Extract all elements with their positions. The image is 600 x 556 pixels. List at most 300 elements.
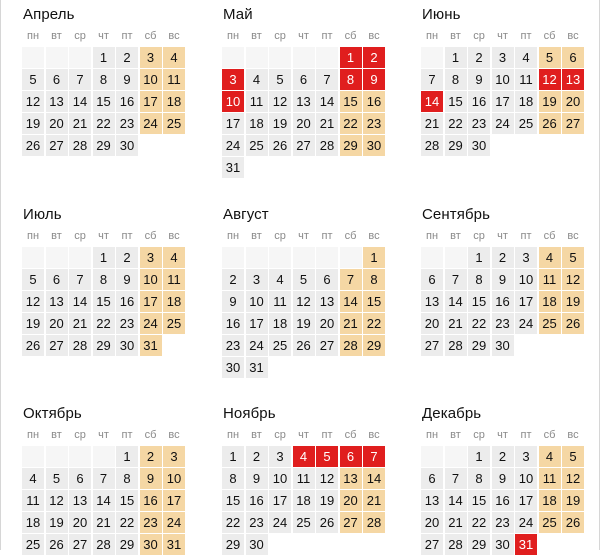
day-cell[interactable]: 1 bbox=[468, 247, 490, 268]
day-cell[interactable]: 2 bbox=[222, 269, 244, 290]
weekday-header bbox=[222, 425, 390, 446]
weekend-day-cell[interactable]: 26 bbox=[562, 512, 584, 533]
day-cell[interactable]: 9 bbox=[492, 269, 514, 290]
holiday-day-cell[interactable]: 14 bbox=[421, 91, 443, 112]
day-cell[interactable]: 22 bbox=[93, 113, 115, 134]
day-cell[interactable]: 2 bbox=[468, 47, 490, 68]
day-cell[interactable]: 19 bbox=[46, 512, 68, 533]
day-cell[interactable]: 13 bbox=[69, 490, 91, 511]
weekend-day-cell[interactable]: 10 bbox=[140, 69, 162, 90]
weekday-label: пт bbox=[121, 230, 133, 242]
weekend-day-cell[interactable]: 7 bbox=[340, 269, 362, 290]
day-cell[interactable]: 1 bbox=[222, 446, 244, 467]
day-cell[interactable]: 18 bbox=[293, 490, 315, 511]
weekend-day-cell[interactable]: 26 bbox=[539, 113, 561, 134]
day-cell[interactable]: 2 bbox=[116, 47, 138, 68]
weekend-day-cell[interactable]: 18 bbox=[539, 490, 561, 511]
day-cell[interactable]: 9 bbox=[492, 468, 514, 489]
day-cell[interactable]: 13 bbox=[421, 291, 443, 312]
weekend-day-cell[interactable]: 28 bbox=[340, 335, 362, 356]
day-cell[interactable]: 15 bbox=[93, 291, 115, 312]
day-cell[interactable]: 2 bbox=[246, 446, 268, 467]
day-cell[interactable]: 26 bbox=[316, 512, 338, 533]
weekend-day-cell[interactable]: 6 bbox=[562, 47, 584, 68]
day-cell[interactable]: 31 bbox=[246, 357, 268, 378]
day-cell[interactable]: 23 bbox=[246, 512, 268, 533]
day-cell[interactable]: 10 bbox=[492, 69, 514, 90]
holiday-day-cell[interactable]: 12 bbox=[539, 69, 561, 90]
day-cell[interactable]: 17 bbox=[246, 313, 268, 334]
month-title: Июнь bbox=[422, 6, 461, 23]
weekend-day-cell[interactable]: 16 bbox=[140, 490, 162, 511]
weekend-day-cell[interactable]: 19 bbox=[562, 291, 584, 312]
weekend-day-cell[interactable]: 10 bbox=[163, 468, 185, 489]
weekend-day-cell[interactable]: 25 bbox=[163, 113, 185, 134]
day-cell[interactable]: 29 bbox=[93, 135, 115, 156]
day-cell[interactable]: 9 bbox=[468, 69, 490, 90]
day-cell[interactable]: 29 bbox=[222, 534, 244, 555]
day-cell[interactable]: 19 bbox=[22, 313, 44, 334]
weekend-day-cell[interactable]: 18 bbox=[539, 291, 561, 312]
day-cell[interactable]: 25 bbox=[246, 135, 268, 156]
day-cell[interactable]: 17 bbox=[269, 490, 291, 511]
day-cell[interactable]: 16 bbox=[492, 490, 514, 511]
day-cell[interactable]: 2 bbox=[116, 247, 138, 268]
weekend-day-cell[interactable]: 2 bbox=[140, 446, 162, 467]
day-cell[interactable]: 26 bbox=[22, 335, 44, 356]
weekend-day-cell[interactable]: 17 bbox=[140, 291, 162, 312]
day-cell[interactable]: 19 bbox=[316, 490, 338, 511]
weekend-day-cell[interactable]: 29 bbox=[363, 335, 385, 356]
holiday-day-cell[interactable]: 9 bbox=[363, 69, 385, 90]
day-cell[interactable]: 17 bbox=[515, 291, 537, 312]
day-cell[interactable]: 16 bbox=[222, 313, 244, 334]
weekend-day-cell[interactable]: 3 bbox=[140, 247, 162, 268]
day-cell[interactable]: 13 bbox=[46, 291, 68, 312]
holiday-day-cell[interactable]: 1 bbox=[340, 47, 362, 68]
day-cell[interactable]: 16 bbox=[468, 91, 490, 112]
day-cell[interactable]: 25 bbox=[515, 113, 537, 134]
holiday-day-cell[interactable]: 31 bbox=[515, 534, 537, 555]
month-title: Ноябрь bbox=[223, 405, 276, 422]
weekend-day-cell[interactable]: 5 bbox=[562, 247, 584, 268]
holiday-day-cell[interactable]: 8 bbox=[340, 69, 362, 90]
weekend-day-cell[interactable]: 27 bbox=[340, 512, 362, 533]
day-cell[interactable]: 21 bbox=[445, 313, 467, 334]
holiday-day-cell[interactable]: 4 bbox=[293, 446, 315, 467]
day-cell[interactable]: 30 bbox=[492, 534, 514, 555]
day-cell[interactable]: 4 bbox=[515, 47, 537, 68]
holiday-day-cell[interactable]: 5 bbox=[316, 446, 338, 467]
day-cell[interactable]: 26 bbox=[293, 335, 315, 356]
empty-day-cell bbox=[222, 247, 244, 268]
weekend-day-cell[interactable]: 20 bbox=[562, 91, 584, 112]
weekend-day-cell[interactable]: 3 bbox=[163, 446, 185, 467]
day-cell[interactable]: 18 bbox=[269, 313, 291, 334]
weekend-day-cell[interactable]: 20 bbox=[340, 490, 362, 511]
day-cell[interactable]: 7 bbox=[421, 69, 443, 90]
weekend-day-cell[interactable]: 19 bbox=[539, 91, 561, 112]
empty-day-cell bbox=[445, 446, 467, 467]
empty-day-cell bbox=[22, 247, 44, 268]
day-cell[interactable]: 31 bbox=[222, 157, 244, 178]
day-cell[interactable]: 12 bbox=[22, 291, 44, 312]
day-cell[interactable]: 30 bbox=[222, 357, 244, 378]
day-cell[interactable]: 3 bbox=[515, 446, 537, 467]
weekend-day-cell[interactable]: 21 bbox=[363, 490, 385, 511]
day-cell[interactable]: 2 bbox=[492, 247, 514, 268]
day-cell[interactable]: 21 bbox=[421, 113, 443, 134]
day-cell[interactable]: 26 bbox=[269, 135, 291, 156]
weekend-day-cell[interactable]: 11 bbox=[539, 269, 561, 290]
day-cell[interactable]: 30 bbox=[116, 335, 138, 356]
weekend-day-cell[interactable]: 11 bbox=[163, 269, 185, 290]
day-cell[interactable]: 12 bbox=[46, 490, 68, 511]
day-cell[interactable]: 29 bbox=[116, 534, 138, 555]
day-cell[interactable]: 10 bbox=[515, 468, 537, 489]
weekend-day-cell[interactable]: 24 bbox=[140, 313, 162, 334]
weekend-day-cell[interactable]: 14 bbox=[340, 291, 362, 312]
day-cell[interactable]: 5 bbox=[293, 269, 315, 290]
day-cell[interactable]: 19 bbox=[269, 113, 291, 134]
empty-day-cell bbox=[46, 247, 68, 268]
day-cell[interactable]: 1 bbox=[93, 47, 115, 68]
day-cell[interactable]: 14 bbox=[445, 291, 467, 312]
weekend-day-cell[interactable]: 28 bbox=[363, 512, 385, 533]
day-cell[interactable]: 17 bbox=[222, 113, 244, 134]
day-cell[interactable]: 12 bbox=[22, 91, 44, 112]
weekend-day-cell[interactable]: 12 bbox=[562, 269, 584, 290]
empty-day-cell bbox=[69, 47, 91, 68]
weekend-day-cell[interactable]: 30 bbox=[140, 534, 162, 555]
weekend-day-cell[interactable]: 9 bbox=[140, 468, 162, 489]
day-cell[interactable]: 5 bbox=[269, 69, 291, 90]
day-cell[interactable]: 13 bbox=[421, 490, 443, 511]
day-cell[interactable]: 12 bbox=[316, 468, 338, 489]
weekday-label: пт bbox=[520, 30, 532, 42]
day-cell[interactable]: 14 bbox=[69, 291, 91, 312]
weekend-day-cell[interactable]: 4 bbox=[539, 247, 561, 268]
weekday-label: сб bbox=[144, 230, 157, 242]
day-cell[interactable]: 20 bbox=[46, 113, 68, 134]
day-cell[interactable]: 24 bbox=[222, 135, 244, 156]
day-cell[interactable]: 1 bbox=[445, 47, 467, 68]
day-cell[interactable]: 27 bbox=[421, 534, 443, 555]
weekend-day-cell[interactable]: 22 bbox=[340, 113, 362, 134]
day-cell[interactable]: 26 bbox=[46, 534, 68, 555]
day-cell[interactable]: 29 bbox=[445, 135, 467, 156]
weekday-header bbox=[421, 26, 589, 47]
day-cell[interactable]: 3 bbox=[515, 247, 537, 268]
weekend-day-cell[interactable]: 3 bbox=[140, 47, 162, 68]
weekend-day-cell[interactable]: 4 bbox=[539, 446, 561, 467]
weekend-day-cell[interactable]: 8 bbox=[363, 269, 385, 290]
day-cell[interactable]: 12 bbox=[269, 91, 291, 112]
day-cell[interactable]: 10 bbox=[246, 291, 268, 312]
weekend-day-cell[interactable]: 23 bbox=[140, 512, 162, 533]
day-cell[interactable]: 23 bbox=[116, 113, 138, 134]
day-cell[interactable]: 17 bbox=[515, 490, 537, 511]
day-cell[interactable]: 17 bbox=[492, 91, 514, 112]
day-cell[interactable]: 3 bbox=[492, 47, 514, 68]
day-cell[interactable]: 6 bbox=[46, 269, 68, 290]
day-cell[interactable]: 7 bbox=[316, 69, 338, 90]
weekend-day-cell[interactable]: 18 bbox=[163, 291, 185, 312]
weekend-day-cell[interactable]: 15 bbox=[363, 291, 385, 312]
day-cell[interactable]: 1 bbox=[116, 446, 138, 467]
day-cell[interactable]: 3 bbox=[246, 269, 268, 290]
day-cell[interactable]: 21 bbox=[93, 512, 115, 533]
holiday-day-cell[interactable]: 13 bbox=[562, 69, 584, 90]
day-cell[interactable]: 15 bbox=[445, 91, 467, 112]
weekend-day-cell[interactable]: 31 bbox=[163, 534, 185, 555]
day-cell[interactable]: 9 bbox=[222, 291, 244, 312]
day-cell[interactable]: 25 bbox=[269, 335, 291, 356]
day-cell[interactable]: 7 bbox=[93, 468, 115, 489]
day-cell[interactable]: 28 bbox=[69, 335, 91, 356]
weekend-day-cell[interactable]: 18 bbox=[163, 91, 185, 112]
day-cell[interactable]: 20 bbox=[46, 313, 68, 334]
day-cell[interactable]: 1 bbox=[93, 247, 115, 268]
weekend-day-cell[interactable]: 15 bbox=[340, 91, 362, 112]
day-cell[interactable]: 13 bbox=[46, 91, 68, 112]
holiday-day-cell[interactable]: 10 bbox=[222, 91, 244, 112]
weekend-day-cell[interactable]: 21 bbox=[340, 313, 362, 334]
day-cell[interactable]: 10 bbox=[515, 269, 537, 290]
weekend-day-cell[interactable]: 13 bbox=[340, 468, 362, 489]
empty-day-cell bbox=[69, 247, 91, 268]
weekend-day-cell[interactable]: 14 bbox=[363, 468, 385, 489]
day-cell[interactable]: 23 bbox=[468, 113, 490, 134]
weekend-day-cell[interactable]: 19 bbox=[562, 490, 584, 511]
weekend-day-cell[interactable]: 5 bbox=[562, 446, 584, 467]
day-cell[interactable]: 22 bbox=[116, 512, 138, 533]
day-cell[interactable]: 28 bbox=[445, 534, 467, 555]
day-cell[interactable]: 3 bbox=[269, 446, 291, 467]
day-cell[interactable]: 30 bbox=[246, 534, 268, 555]
day-cell[interactable]: 16 bbox=[116, 291, 138, 312]
day-cell[interactable]: 7 bbox=[69, 69, 91, 90]
day-cell[interactable]: 28 bbox=[69, 135, 91, 156]
day-cell[interactable]: 23 bbox=[222, 335, 244, 356]
day-cell[interactable]: 20 bbox=[293, 113, 315, 134]
weekend-day-cell[interactable]: 25 bbox=[539, 313, 561, 334]
day-cell[interactable]: 16 bbox=[246, 490, 268, 511]
weekend-day-cell[interactable]: 12 bbox=[562, 468, 584, 489]
day-cell[interactable]: 30 bbox=[468, 135, 490, 156]
day-cell[interactable]: 8 bbox=[116, 468, 138, 489]
weekend-day-cell[interactable]: 27 bbox=[562, 113, 584, 134]
weekend-day-cell[interactable]: 25 bbox=[539, 512, 561, 533]
day-cell[interactable]: 5 bbox=[46, 468, 68, 489]
day-cell[interactable]: 15 bbox=[468, 291, 490, 312]
weekday-label: ср bbox=[74, 30, 86, 42]
weekend-day-cell[interactable]: 29 bbox=[340, 135, 362, 156]
day-cell[interactable]: 14 bbox=[69, 91, 91, 112]
day-cell[interactable]: 8 bbox=[445, 69, 467, 90]
holiday-day-cell[interactable]: 7 bbox=[363, 446, 385, 467]
day-cell[interactable]: 14 bbox=[93, 490, 115, 511]
weekend-day-cell[interactable]: 16 bbox=[363, 91, 385, 112]
day-cell[interactable]: 22 bbox=[468, 313, 490, 334]
day-cell[interactable]: 22 bbox=[222, 512, 244, 533]
month-block bbox=[22, 204, 190, 357]
day-cell[interactable]: 6 bbox=[293, 69, 315, 90]
empty-day-cell bbox=[316, 47, 338, 68]
day-cell[interactable]: 7 bbox=[445, 269, 467, 290]
day-cell[interactable]: 19 bbox=[293, 313, 315, 334]
day-cell[interactable]: 15 bbox=[222, 490, 244, 511]
day-cell[interactable]: 18 bbox=[22, 512, 44, 533]
day-cell[interactable]: 14 bbox=[445, 490, 467, 511]
day-cell[interactable]: 5 bbox=[22, 69, 44, 90]
holiday-day-cell[interactable]: 6 bbox=[340, 446, 362, 467]
day-cell[interactable]: 11 bbox=[293, 468, 315, 489]
weekend-day-cell[interactable]: 30 bbox=[363, 135, 385, 156]
day-cell[interactable]: 4 bbox=[22, 468, 44, 489]
empty-day-cell bbox=[22, 446, 44, 467]
day-cell[interactable]: 9 bbox=[116, 69, 138, 90]
weekend-day-cell[interactable]: 5 bbox=[539, 47, 561, 68]
day-cell[interactable]: 7 bbox=[69, 269, 91, 290]
day-cell[interactable]: 6 bbox=[316, 269, 338, 290]
day-cell[interactable]: 29 bbox=[468, 534, 490, 555]
day-cell[interactable]: 10 bbox=[269, 468, 291, 489]
month-block bbox=[222, 204, 390, 380]
day-cell[interactable]: 8 bbox=[93, 69, 115, 90]
day-cell[interactable]: 15 bbox=[93, 91, 115, 112]
day-cell[interactable]: 22 bbox=[93, 313, 115, 334]
weekend-day-cell[interactable]: 23 bbox=[363, 113, 385, 134]
weekday-label: вт bbox=[251, 30, 262, 42]
weekend-day-cell[interactable]: 11 bbox=[163, 69, 185, 90]
day-cell[interactable]: 19 bbox=[22, 113, 44, 134]
day-cell[interactable]: 29 bbox=[468, 335, 490, 356]
day-cell[interactable]: 20 bbox=[316, 313, 338, 334]
weekday-label: пн bbox=[425, 30, 439, 42]
day-cell[interactable]: 6 bbox=[46, 69, 68, 90]
day-cell[interactable]: 27 bbox=[69, 534, 91, 555]
weekend-day-cell[interactable]: 17 bbox=[163, 490, 185, 511]
day-cell[interactable]: 28 bbox=[93, 534, 115, 555]
day-cell[interactable]: 27 bbox=[293, 135, 315, 156]
holiday-day-cell[interactable]: 3 bbox=[222, 69, 244, 90]
day-cell[interactable]: 18 bbox=[515, 91, 537, 112]
day-cell[interactable]: 28 bbox=[445, 335, 467, 356]
weekend-day-cell[interactable]: 24 bbox=[140, 113, 162, 134]
day-cell[interactable]: 8 bbox=[468, 468, 490, 489]
day-cell[interactable]: 16 bbox=[492, 291, 514, 312]
day-cell[interactable]: 23 bbox=[492, 512, 514, 533]
day-cell[interactable]: 12 bbox=[293, 291, 315, 312]
empty-day-cell bbox=[246, 47, 268, 68]
day-cell[interactable]: 23 bbox=[116, 313, 138, 334]
day-cell[interactable]: 24 bbox=[515, 313, 537, 334]
weekday-label: сб bbox=[144, 429, 157, 441]
weekend-day-cell[interactable]: 26 bbox=[562, 313, 584, 334]
day-cell[interactable]: 23 bbox=[492, 313, 514, 334]
day-cell[interactable]: 15 bbox=[116, 490, 138, 511]
day-cell[interactable]: 25 bbox=[22, 534, 44, 555]
weekend-day-cell[interactable]: 1 bbox=[363, 247, 385, 268]
day-cell[interactable]: 20 bbox=[421, 512, 443, 533]
day-cell[interactable]: 8 bbox=[222, 468, 244, 489]
weekday-label: сб bbox=[344, 429, 357, 441]
holiday-day-cell[interactable]: 2 bbox=[363, 47, 385, 68]
day-cell[interactable]: 22 bbox=[445, 113, 467, 134]
day-cell[interactable]: 30 bbox=[492, 335, 514, 356]
day-cell[interactable]: 5 bbox=[22, 269, 44, 290]
day-cell[interactable]: 28 bbox=[421, 135, 443, 156]
day-cell[interactable]: 6 bbox=[69, 468, 91, 489]
day-cell[interactable]: 28 bbox=[316, 135, 338, 156]
weekend-day-cell[interactable]: 22 bbox=[363, 313, 385, 334]
day-cell[interactable]: 8 bbox=[468, 269, 490, 290]
day-cell[interactable]: 27 bbox=[46, 335, 68, 356]
day-cell[interactable]: 18 bbox=[246, 113, 268, 134]
day-cell[interactable]: 22 bbox=[468, 512, 490, 533]
day-cell[interactable]: 27 bbox=[421, 335, 443, 356]
day-cell[interactable]: 9 bbox=[246, 468, 268, 489]
day-cell[interactable]: 30 bbox=[116, 135, 138, 156]
day-cell[interactable]: 24 bbox=[246, 335, 268, 356]
weekend-day-cell[interactable]: 4 bbox=[163, 47, 185, 68]
day-cell[interactable]: 11 bbox=[22, 490, 44, 511]
weekend-day-cell[interactable]: 11 bbox=[539, 468, 561, 489]
day-cell[interactable]: 25 bbox=[293, 512, 315, 533]
day-cell[interactable]: 4 bbox=[246, 69, 268, 90]
weekend-day-cell[interactable]: 25 bbox=[163, 313, 185, 334]
day-cell[interactable]: 13 bbox=[316, 291, 338, 312]
day-cell[interactable]: 8 bbox=[93, 269, 115, 290]
day-cell[interactable]: 24 bbox=[492, 113, 514, 134]
weekend-day-cell[interactable]: 4 bbox=[163, 247, 185, 268]
weekend-day-cell[interactable]: 24 bbox=[163, 512, 185, 533]
day-cell[interactable]: 7 bbox=[445, 468, 467, 489]
day-cell[interactable]: 24 bbox=[269, 512, 291, 533]
day-cell[interactable]: 6 bbox=[421, 269, 443, 290]
weekend-day-cell[interactable]: 31 bbox=[140, 335, 162, 356]
day-cell[interactable]: 16 bbox=[116, 91, 138, 112]
day-cell[interactable]: 20 bbox=[69, 512, 91, 533]
day-cell[interactable]: 15 bbox=[468, 490, 490, 511]
day-cell[interactable]: 13 bbox=[293, 91, 315, 112]
day-cell[interactable]: 21 bbox=[316, 113, 338, 134]
day-cell[interactable]: 6 bbox=[421, 468, 443, 489]
empty-day-cell bbox=[46, 446, 68, 467]
day-cell[interactable]: 9 bbox=[116, 269, 138, 290]
day-cell[interactable]: 27 bbox=[46, 135, 68, 156]
day-cell[interactable]: 26 bbox=[22, 135, 44, 156]
day-cell[interactable]: 11 bbox=[515, 69, 537, 90]
day-cell[interactable]: 21 bbox=[445, 512, 467, 533]
month-title: Июль bbox=[23, 206, 62, 223]
day-cell[interactable]: 4 bbox=[269, 269, 291, 290]
day-cell[interactable]: 11 bbox=[269, 291, 291, 312]
day-cell[interactable]: 20 bbox=[421, 313, 443, 334]
day-cell[interactable]: 14 bbox=[316, 91, 338, 112]
day-cell[interactable]: 2 bbox=[492, 446, 514, 467]
day-cell[interactable]: 1 bbox=[468, 446, 490, 467]
weekend-day-cell[interactable]: 17 bbox=[140, 91, 162, 112]
day-cell[interactable]: 11 bbox=[246, 91, 268, 112]
day-cell[interactable]: 24 bbox=[515, 512, 537, 533]
day-cell[interactable]: 21 bbox=[69, 113, 91, 134]
day-cell[interactable]: 27 bbox=[316, 335, 338, 356]
weekend-day-cell[interactable]: 10 bbox=[140, 269, 162, 290]
day-cell[interactable]: 21 bbox=[69, 313, 91, 334]
day-cell[interactable]: 29 bbox=[93, 335, 115, 356]
